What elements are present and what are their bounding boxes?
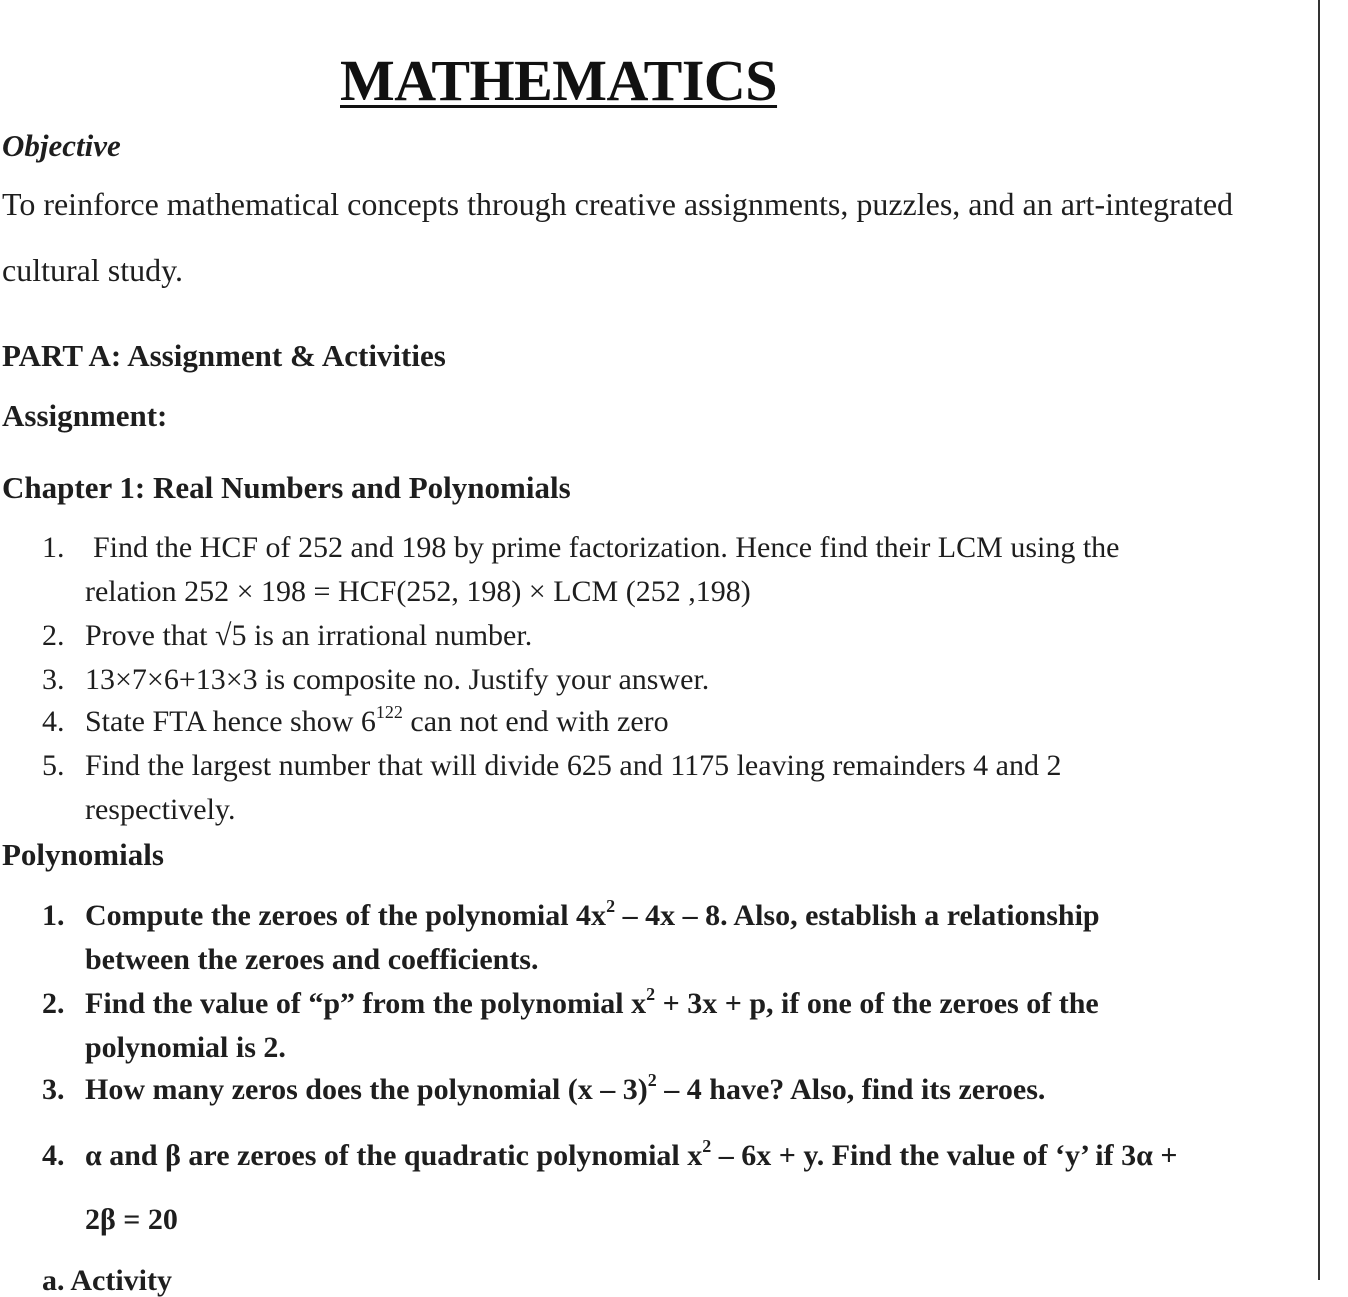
text-segment: – 4 have? Also, find its zeroes. (656, 1073, 1046, 1106)
objective-heading: Objective (2, 128, 121, 163)
list-item-number: 4. (42, 705, 65, 738)
list-item-number: 3. (42, 1073, 65, 1106)
exponent: 2 (646, 984, 656, 1004)
exponent: 2 (702, 1136, 712, 1156)
exponent: 2 (647, 1070, 657, 1090)
objective-text-line2: cultural study. (2, 252, 183, 288)
list-item-text-cont: 2β = 20 (85, 1203, 178, 1236)
assignment-label: Assignment: (2, 398, 168, 433)
list-item-number: 4. (42, 1139, 65, 1172)
text-segment: – 4x – 8. Also, establish a relationship (615, 899, 1100, 932)
objective-text-line1: To reinforce mathematical concepts through creative assignments, puzzles, and an art-integrated (2, 186, 1234, 222)
list-item-number: 1. (42, 899, 65, 932)
list-item-number: 2. (42, 987, 65, 1020)
list-item-text-cont: polynomial is 2. (85, 1031, 286, 1064)
text-segment: + 3x + p, if one of the zeroes of the (655, 987, 1099, 1020)
page-border (1318, 0, 1320, 1280)
part-a-heading: PART A: Assignment & Activities (2, 338, 446, 373)
next-section-partial: a. Activity (42, 1264, 172, 1297)
list-item-text (85, 896, 1100, 932)
text-segment: α and β are zeroes of the quadratic polynomial x (85, 1139, 703, 1172)
text-segment: Find the value of “p” from the polynomial x (85, 987, 647, 1020)
chapter1-heading: Chapter 1: Real Numbers and Polynomials (2, 470, 571, 505)
list-item-text (85, 1136, 1178, 1172)
list-item-text (85, 1070, 1046, 1106)
exponent: 2 (606, 896, 616, 916)
list-item-text: Find the HCF of 252 and 198 by prime factorization. Hence find their LCM using the (93, 531, 1120, 564)
text-segment: State FTA hence show 6 (85, 705, 376, 738)
text-segment: can not end with zero (402, 705, 669, 738)
list-item-text (85, 702, 669, 738)
list-item-text (85, 984, 1099, 1020)
page-title: MATHEMATICS (340, 48, 778, 113)
list-item-number: 5. (42, 749, 65, 782)
list-item-text-cont: between the zeroes and coefficients. (85, 943, 539, 976)
text-segment: How many zeros does the polynomial (x – 3) (85, 1073, 648, 1106)
list-item-text: Prove that √5 is an irrational number. (85, 619, 533, 652)
list-item-text-cont: respectively. (85, 793, 236, 826)
list-item-number: 2. (42, 619, 65, 652)
list-item-text: 13×7×6+13×3 is composite no. Justify your answer. (85, 663, 710, 696)
text-segment: – 6x + y. Find the value of ‘y’ if 3α + (711, 1139, 1178, 1172)
list-item-number: 1. (42, 531, 65, 564)
list-item-text-cont: relation 252 × 198 = HCF(252, 198) × LCM (252 ,198) (85, 575, 751, 608)
text-segment: Compute the zeroes of the polynomial 4x (85, 899, 607, 932)
list-item-text: Find the largest number that will divide 625 and 1175 leaving remainders 4 and 2 (85, 749, 1062, 782)
exponent: 122 (375, 702, 403, 722)
list-item-number: 3. (42, 663, 65, 696)
polynomials-heading: Polynomials (2, 837, 164, 872)
